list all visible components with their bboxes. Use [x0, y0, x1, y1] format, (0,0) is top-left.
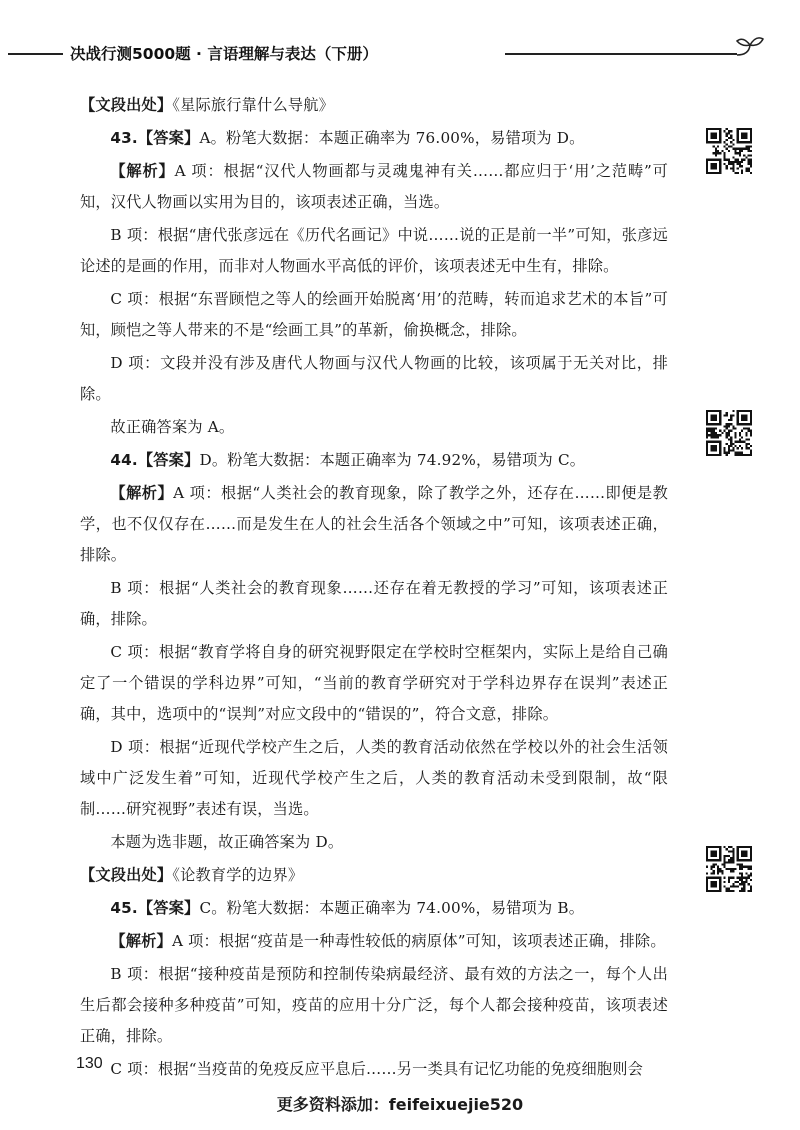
header-rule-left [8, 53, 63, 55]
paragraph [80, 959, 668, 1052]
qr-code-icon[interactable] [706, 846, 752, 892]
paragraph-text: C 项：根据“当疫苗的免疫反应平息后……另一类具有记忆功能的免疫细胞则会 [110, 1060, 643, 1078]
paragraph-label: 45.【答案】 [110, 899, 200, 917]
paragraph [80, 573, 668, 635]
paragraph [80, 90, 668, 121]
paragraph [80, 860, 668, 891]
header-rule-right [505, 53, 737, 55]
page-number: 130 [76, 1055, 103, 1072]
paragraph-text: B 项：根据“接种疫苗是预防和控制传染病最经济、最有效的方法之一，每个人出生后都会接种多种疫苗”可知，疫苗的应用十分广泛，每个人都会接种疫苗，该项表述正确，排除。 [80, 965, 668, 1045]
paragraph-text: D 项：根据“近现代学校产生之后，人类的教育活动依然在学校以外的社会生活领域中广泛发生着”可知，近现代学校产生之后，人类的教育活动未受到限制，故“限制……研究视野”表述有误，当选。 [80, 738, 668, 818]
paragraph-label: 【解析】 [110, 162, 175, 180]
paragraph-label: 44.【答案】 [110, 451, 200, 469]
paragraph-text: 《星际旅行靠什么导航》 [172, 96, 334, 114]
paragraph-text: B 项：根据“人类社会的教育现象……还存在着无教授的学习”可知，该项表述正确，排除。 [80, 579, 668, 628]
paragraph [80, 445, 668, 476]
paragraph [80, 284, 668, 346]
paragraph [80, 156, 668, 218]
paragraph-label: 【文段出处】 [80, 866, 173, 884]
paragraph [80, 637, 668, 730]
footer-note: 更多资料添加：feifeixuejie520 [276, 1095, 524, 1114]
paragraph-text: D 项：文段并没有涉及唐代人物画与汉代人物画的比较，该项属于无关对比，排除。 [80, 354, 668, 403]
paragraph-label: 【解析】 [110, 484, 174, 502]
paragraph [80, 893, 668, 924]
paragraph [80, 827, 668, 858]
paragraph [80, 478, 668, 571]
sprout-icon [733, 33, 767, 63]
qr-code-icon[interactable] [706, 410, 752, 456]
paragraph [80, 123, 668, 154]
paragraph [80, 412, 668, 443]
paragraph-text: C。粉笔大数据：本题正确率为 74.00%，易错项为 B。 [199, 899, 585, 917]
paragraph-text: A 项：根据“汉代人物画都与灵魂鬼神有关……都应归于‘用’之范畴”可知，汉代人物画以实用为目的，该项表述正确，当选。 [80, 162, 668, 211]
header-title: 决战行测5000题 · 言语理解与表达（下册） [70, 45, 378, 63]
paragraph-text: 本题为选非题，故正确答案为 D。 [110, 833, 344, 851]
paragraph [80, 1054, 668, 1085]
paragraph [80, 732, 668, 825]
paragraph-text: 故正确答案为 A。 [110, 418, 235, 436]
paragraph-text: A 项：根据“人类社会的教育现象，除了教学之外，还存在……即便是教学，也不仅仅存在……而是发生在人的社会生活各个领域之中”可知，该项表述正确，排除。 [80, 484, 668, 564]
paragraph [80, 348, 668, 410]
paragraph [80, 926, 668, 957]
paragraph-label: 43.【答案】 [110, 129, 200, 147]
paragraph [80, 220, 668, 282]
paragraph-text: C 项：根据“东晋顾恺之等人的绘画开始脱离‘用’的范畴，转而追求艺术的本旨”可知，顾恺之等人带来的不是“绘画工具”的革新，偷换概念，排除。 [80, 290, 668, 339]
paragraph-text: C 项：根据“教育学将自身的研究视野限定在学校时空框架内，实际上是给自己确定了一个错误的学科边界”可知，“当前的教育学研究对于学科边界存在误判”表述正确，其中，选项中的“误判”对应文段中的“错误的”，符合文意，排除。 [80, 643, 668, 723]
paragraph-text: D。粉笔大数据：本题正确率为 74.92%，易错项为 C。 [199, 451, 586, 469]
paragraph-label: 【文段出处】 [80, 96, 173, 114]
paragraph-text: 《论教育学的边界》 [172, 866, 304, 884]
answer-explanations [80, 90, 668, 1087]
paragraph-text: A 项：根据“疫苗是一种毒性较低的病原体”可知，该项表述正确，排除。 [171, 932, 666, 950]
paragraph-label: 【解析】 [110, 932, 172, 950]
qr-code-icon[interactable] [706, 128, 752, 174]
paragraph-text: B 项：根据“唐代张彦远在《历代名画记》中说……说的正是前一半”可知，张彦远论述的是画的作用，而非对人物画水平高低的评价，该项表述无中生有，排除。 [80, 226, 668, 275]
page-header [0, 36, 800, 66]
paragraph-text: A。粉笔大数据：本题正确率为 76.00%，易错项为 D。 [199, 129, 585, 147]
